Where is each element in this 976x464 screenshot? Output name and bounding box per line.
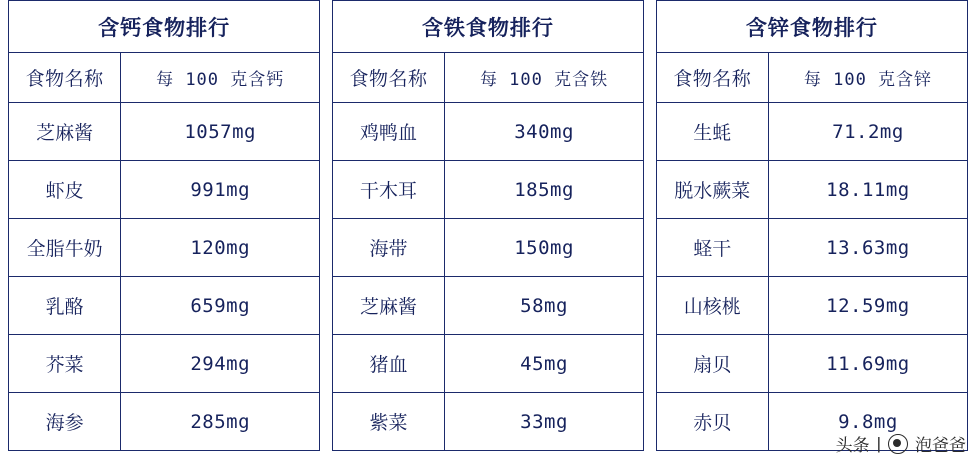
cell-food-name: 全脂牛奶 (9, 219, 121, 277)
column-spacer (320, 277, 333, 335)
column-spacer (320, 53, 333, 103)
cell-amount: 11.69mg (768, 335, 967, 393)
cell-amount: 1057mg (121, 103, 320, 161)
cell-food-name: 山核桃 (656, 277, 768, 335)
header-zinc-food-name: 食物名称 (656, 53, 768, 103)
group-title-iron: 含铁食物排行 (332, 1, 643, 53)
column-spacer (320, 219, 333, 277)
nutrition-table (8, 0, 968, 451)
column-spacer (644, 103, 657, 161)
cell-amount: 33mg (445, 393, 644, 451)
cell-amount: 71.2mg (768, 103, 967, 161)
cell-amount: 185mg (445, 161, 644, 219)
header-iron-amount: 每 100 克含铁 (445, 53, 644, 103)
cell-food-name: 海参 (9, 393, 121, 451)
table-row (9, 219, 968, 277)
cell-amount: 659mg (121, 277, 320, 335)
table-row (9, 335, 968, 393)
watermark (836, 431, 966, 456)
table-row (9, 393, 968, 451)
table-row (9, 277, 968, 335)
column-header-row (9, 53, 968, 103)
cell-food-name: 鸡鸭血 (332, 103, 444, 161)
column-spacer (644, 1, 657, 53)
cell-food-name: 芝麻酱 (332, 277, 444, 335)
watermark-platform: 头条 (835, 436, 870, 455)
table-row (9, 103, 968, 161)
cell-amount: 18.11mg (768, 161, 967, 219)
header-calcium-amount: 每 100 克含钙 (121, 53, 320, 103)
cell-food-name: 生蚝 (656, 103, 768, 161)
cell-amount: 285mg (121, 393, 320, 451)
cell-amount: 340mg (445, 103, 644, 161)
cell-food-name: 紫菜 (332, 393, 444, 451)
watermark-separator: | (876, 433, 881, 453)
cell-amount: 294mg (121, 335, 320, 393)
column-spacer (320, 393, 333, 451)
column-spacer (320, 335, 333, 393)
cell-amount: 58mg (445, 277, 644, 335)
cell-amount: 991mg (121, 161, 320, 219)
cell-amount: 120mg (121, 219, 320, 277)
cell-amount: 9.8mg (768, 393, 967, 451)
cell-food-name: 虾皮 (9, 161, 121, 219)
cell-food-name: 扇贝 (656, 335, 768, 393)
user-avatar-icon (888, 434, 908, 454)
group-header-row (9, 1, 968, 53)
header-iron-food-name: 食物名称 (332, 53, 444, 103)
watermark-author: 泡爸爸 (915, 436, 966, 455)
cell-amount: 45mg (445, 335, 644, 393)
cell-food-name: 芝麻酱 (9, 103, 121, 161)
cell-amount: 12.59mg (768, 277, 967, 335)
header-zinc-amount: 每 100 克含锌 (768, 53, 967, 103)
cell-food-name: 猪血 (332, 335, 444, 393)
column-spacer (644, 53, 657, 103)
cell-food-name: 蛏干 (656, 219, 768, 277)
column-spacer (320, 103, 333, 161)
cell-food-name: 芥菜 (9, 335, 121, 393)
column-spacer (644, 277, 657, 335)
cell-food-name: 干木耳 (332, 161, 444, 219)
cell-food-name: 赤贝 (656, 393, 768, 451)
group-title-calcium: 含钙食物排行 (9, 1, 320, 53)
column-spacer (644, 393, 657, 451)
column-spacer (644, 335, 657, 393)
cell-amount: 13.63mg (768, 219, 967, 277)
column-spacer (644, 219, 657, 277)
cell-food-name: 脱水蕨菜 (656, 161, 768, 219)
group-title-zinc: 含锌食物排行 (656, 1, 967, 53)
table-row (9, 161, 968, 219)
column-spacer (320, 1, 333, 53)
cell-food-name: 海带 (332, 219, 444, 277)
column-spacer (644, 161, 657, 219)
cell-food-name: 乳酪 (9, 277, 121, 335)
cell-amount: 150mg (445, 219, 644, 277)
header-calcium-food-name: 食物名称 (9, 53, 121, 103)
column-spacer (320, 161, 333, 219)
